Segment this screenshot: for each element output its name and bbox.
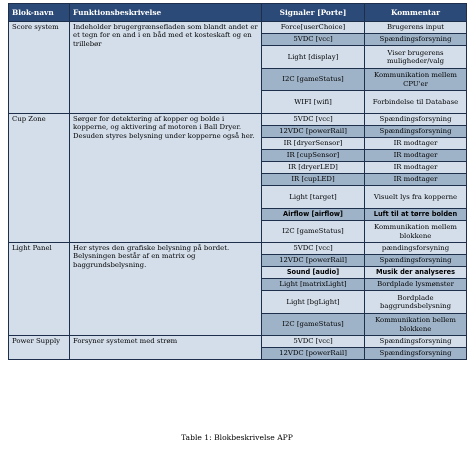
table-row: [9, 22, 467, 34]
signal-cell: Light [display]: [262, 46, 365, 69]
block-description-cell: Forsyner systemet med strøm: [70, 336, 262, 360]
signal-cell: Light [target]: [262, 186, 365, 209]
signal-cell: 12VDC [powerRail]: [262, 348, 365, 360]
comment-cell: Bordplade lysmønster: [365, 279, 467, 291]
block-description-cell: Sørger for detektering af kopper og bolde i kopperne, og aktivering af motoren i Ball Dryer. Desuden styres belysning under kopperne også her.: [70, 114, 262, 243]
signal-cell: IR [dryerLED]: [262, 162, 365, 174]
signal-cell: I2C [gameStatus]: [262, 221, 365, 243]
signal-cell: 5VDC [vcc]: [262, 243, 365, 255]
comment-cell: IR modtager: [365, 162, 467, 174]
comment-cell: Spændingsforsyning: [365, 114, 467, 126]
table-row: [9, 243, 467, 255]
signal-cell: 5VDC [vcc]: [262, 114, 365, 126]
block-name-cell: Score system: [9, 22, 70, 114]
comment-cell: Kommunikation mellem CPU'er: [365, 69, 467, 91]
table-row: [9, 114, 467, 126]
header-block-name: Blok-navn: [9, 4, 70, 22]
signal-cell: IR [cupSensor]: [262, 150, 365, 162]
signal-cell: 5VDC [vcc]: [262, 34, 365, 46]
comment-cell: IR modtager: [365, 150, 467, 162]
header-comment: Kommentar: [365, 4, 467, 22]
comment-cell: Spændingsforsyning: [365, 336, 467, 348]
comment-cell: Forbindelse til Database: [365, 91, 467, 114]
signal-cell: Light [bgLight]: [262, 291, 365, 314]
signal-cell: 12VDC [powerRail]: [262, 255, 365, 267]
header-signals-ports: Signaler [Porte]: [262, 4, 365, 22]
table-caption: Table 1: Blokbeskrivelse APP: [181, 433, 293, 442]
comment-cell: Spændingsforsyning: [365, 255, 467, 267]
comment-cell: IR modtager: [365, 138, 467, 150]
header-function-description: Funktionsbeskrivelse: [70, 4, 262, 22]
signal-cell: IR [cupLED]: [262, 174, 365, 186]
comment-cell: Spændingsforsyning: [365, 126, 467, 138]
comment-cell: Brugerens input: [365, 22, 467, 34]
comment-cell: Kommunikation bellem blokkene: [365, 314, 467, 336]
signal-cell: WIFI [wifi]: [262, 91, 365, 114]
signal-cell: I2C [gameStatus]: [262, 314, 365, 336]
block-description-cell: Indeholder brugergrænsefladen som blandt andet er et tegn for en and i en båd med et kosteskaft og en trillebør: [70, 22, 262, 114]
comment-cell: Kommunikation mellem blokkene: [365, 221, 467, 243]
table-header-row: [9, 4, 467, 22]
block-description-table: [8, 3, 467, 360]
comment-cell: Spændingsforsyning: [365, 34, 467, 46]
signal-cell: 5VDC [vcc]: [262, 336, 365, 348]
table-container: [8, 3, 466, 360]
signal-cell: IR [dryerSensor]: [262, 138, 365, 150]
signal-cell: Light [matrixLight]: [262, 279, 365, 291]
comment-cell: Spændingsforsyning: [365, 348, 467, 360]
comment-cell: Visuelt lys fra kopperne: [365, 186, 467, 209]
comment-cell: pændingsforsyning: [365, 243, 467, 255]
signal-cell: I2C [gameStatus]: [262, 69, 365, 91]
comment-cell: Musik der analyseres: [365, 267, 467, 279]
comment-cell: Viser brugerens muligheder/valg: [365, 46, 467, 69]
block-name-cell: Power Supply: [9, 336, 70, 360]
block-description-cell: Her styres den grafiske belysning på bordet. Belysningen består af en matrix og baggrundsbelysning.: [70, 243, 262, 336]
table-row: [9, 336, 467, 348]
comment-cell: Luft til at tørre bolden: [365, 209, 467, 221]
comment-cell: IR modtager: [365, 174, 467, 186]
signal-cell: 12VDC [powerRail]: [262, 126, 365, 138]
signal-cell: Airflow [airflow]: [262, 209, 365, 221]
block-name-cell: Light Panel: [9, 243, 70, 336]
comment-cell: Bordplade baggrundsbelysning: [365, 291, 467, 314]
signal-cell: Force[userChoice]: [262, 22, 365, 34]
block-name-cell: Cup Zone: [9, 114, 70, 243]
signal-cell: Sound [audio]: [262, 267, 365, 279]
